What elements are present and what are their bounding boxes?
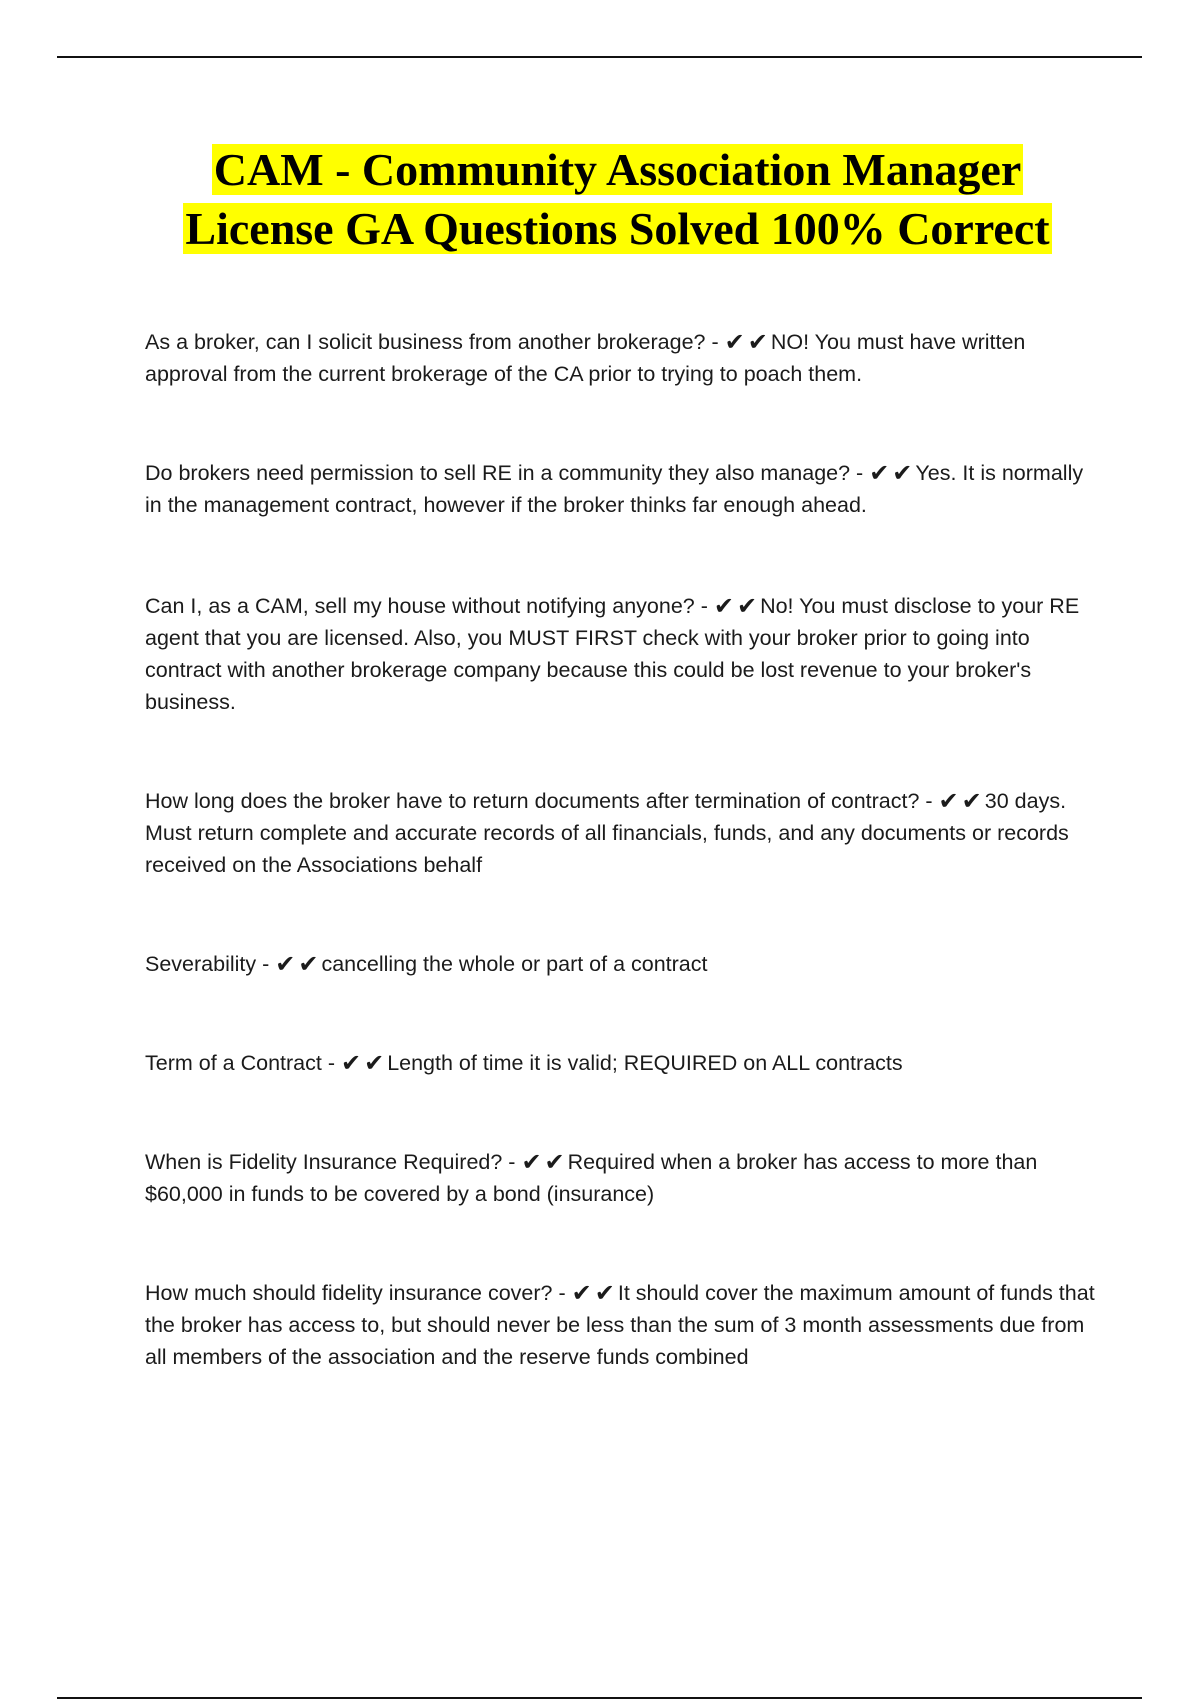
- answer-text: Length of time it is valid; REQUIRED on ALL contracts: [387, 1051, 903, 1075]
- qa-item: [145, 1047, 1095, 1079]
- answer-text: 30 days. Must return complete and accurate records of all financials, funds, and any documents or records received on the Associations behalf: [145, 789, 1069, 877]
- qa-item: [145, 590, 1095, 718]
- answer-text: No! You must disclose to your RE agent that you are licensed. Also, you MUST FIRST check with your broker prior to going into contract with another brokerage company because this could be lost revenue to your broker's business.: [145, 594, 1080, 714]
- qa-item: [145, 1277, 1095, 1373]
- question-text: As a broker, can I solicit business from another brokerage? -: [145, 330, 719, 354]
- answer-text: Required when a broker has access to more than $60,000 in funds to be covered by a bond (insurance): [145, 1150, 1038, 1206]
- title-line-1: CAM - Community Association Manager: [213, 144, 1022, 195]
- qa-item: [145, 948, 1095, 980]
- answer-text: NO! You must have written approval from the current brokerage of the CA prior to trying to poach them.: [145, 330, 1026, 386]
- title-line-2: License GA Questions Solved 100% Correct: [185, 203, 1050, 254]
- double-check-icon: ✔ ✔: [713, 593, 758, 620]
- double-check-icon: ✔ ✔: [724, 329, 768, 356]
- double-check-icon: ✔ ✔: [869, 460, 913, 487]
- double-check-icon: ✔ ✔: [571, 1280, 615, 1307]
- answer-text: Yes. It is normally in the management contract, however if the broker thinks far enough ahead.: [145, 461, 1084, 517]
- question-text: When is Fidelity Insurance Required? -: [145, 1150, 516, 1174]
- double-check-icon: ✔ ✔: [275, 951, 319, 978]
- qa-item: [145, 785, 1095, 881]
- double-check-icon: ✔ ✔: [340, 1050, 385, 1077]
- top-rule: [57, 56, 1142, 58]
- question-text: Term of a Contract -: [145, 1051, 335, 1075]
- double-check-icon: ✔ ✔: [521, 1149, 565, 1176]
- qa-item: [145, 457, 1095, 521]
- question-text: Can I, as a CAM, sell my house without notifying anyone? -: [145, 594, 708, 618]
- answer-text: cancelling the whole or part of a contract: [321, 952, 708, 976]
- question-text: Do brokers need permission to sell RE in a community they also manage? -: [145, 461, 864, 485]
- document-title: [0, 140, 1200, 258]
- answer-text: It should cover the maximum amount of funds that the broker has access to, but should never be less than the sum of 3 month assessments due from all members of the association and the reserve funds combined: [145, 1281, 1095, 1369]
- bottom-rule: [57, 1697, 1142, 1699]
- question-text: Severability -: [145, 952, 270, 976]
- qa-item: [145, 1146, 1095, 1210]
- question-text: How long does the broker have to return documents after termination of contract? -: [145, 789, 933, 813]
- question-text: How much should fidelity insurance cover? -: [145, 1281, 566, 1305]
- double-check-icon: ✔ ✔: [938, 788, 982, 815]
- qa-item: [145, 326, 1095, 390]
